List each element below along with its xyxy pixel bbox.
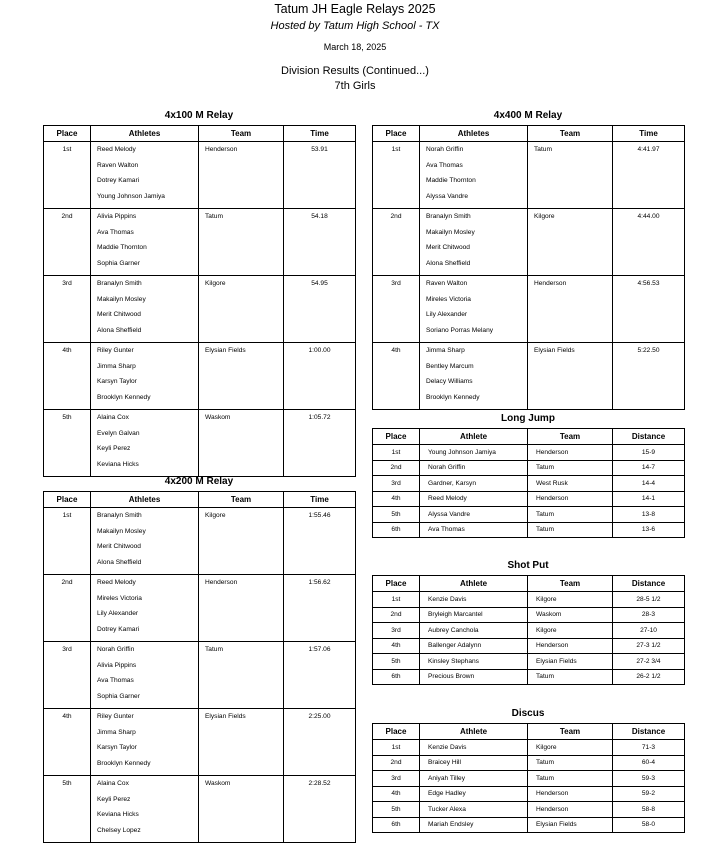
athlete-name: Makailyn Mosley	[426, 228, 475, 236]
distance-cell: 27-2 3/4	[613, 654, 685, 670]
athlete-name: Bentley Marcum	[426, 362, 474, 370]
table-row	[44, 709, 356, 776]
team-cell: Elysian Fields	[528, 817, 613, 833]
team-cell: West Rusk	[528, 476, 613, 492]
place-cell: 5th	[373, 654, 420, 670]
table-row	[44, 508, 356, 575]
athlete-name: Ava Thomas	[426, 161, 463, 169]
distance-cell: 28-3	[613, 607, 685, 623]
table-row	[44, 776, 356, 843]
team-cell: Waskom	[528, 607, 613, 623]
distance-cell: 58-0	[613, 817, 685, 833]
time-cell: 2:25.00	[308, 713, 331, 720]
col-header-place: Place	[373, 126, 420, 142]
athlete-name: Brooklyn Kennedy	[97, 759, 151, 767]
table-row	[373, 592, 685, 608]
relay200-table	[43, 491, 356, 843]
team-cell: Henderson	[199, 142, 284, 209]
athlete-name: Alivia Pippins	[97, 213, 137, 220]
table-row	[373, 507, 685, 523]
team-cell: Henderson	[528, 802, 613, 818]
time-cell: 54.95	[311, 280, 328, 287]
athlete-name: Alaina Cox	[97, 780, 129, 787]
place-cell: 2nd	[373, 607, 420, 623]
shotput-title: Shot Put	[507, 560, 549, 571]
col-header-athletes: Athletes	[420, 126, 528, 142]
distance-cell: 26-2 1/2	[613, 669, 685, 685]
distance-cell: 58-8	[613, 802, 685, 818]
athlete-name: Alona Sheffield	[97, 558, 142, 566]
athlete-cell: Ballenger Adalynn	[420, 638, 528, 654]
place-cell: 3rd	[373, 476, 420, 492]
athlete-name: Keyli Perez	[97, 795, 131, 803]
athlete-cell: Norah Griffin	[420, 460, 528, 476]
table-row	[44, 410, 356, 477]
place-cell: 5th	[373, 507, 420, 523]
athlete-name: Mireles Victoria	[426, 295, 471, 303]
athletes-cell	[91, 209, 199, 276]
athlete-name: Young Johnson Jamiya	[97, 192, 165, 200]
time-cell: 4:44.00	[637, 213, 660, 220]
place-cell: 3rd	[44, 642, 91, 709]
team-cell: Kilgore	[528, 592, 613, 608]
athletes-cell	[91, 410, 199, 477]
time-cell: 4:41.97	[637, 146, 660, 153]
team-cell: Kilgore	[199, 276, 284, 343]
athlete-name: Ava Thomas	[97, 228, 134, 236]
athlete-name: Dotrey Kamari	[97, 177, 140, 184]
time-cell: 1:00.00	[308, 347, 331, 354]
team-cell: Henderson	[528, 445, 613, 461]
table-row	[373, 522, 685, 538]
meet-date: March 18, 2025	[323, 42, 387, 52]
athlete-name: Maddie Thornton	[426, 177, 476, 184]
time-cell: 5:22.50	[637, 347, 660, 354]
athlete-cell: Alyssa Vandre	[420, 507, 528, 523]
team-cell: Henderson	[528, 786, 613, 802]
table-row	[373, 669, 685, 685]
table-row	[373, 786, 685, 802]
athlete-cell: Braicey Hill	[420, 755, 528, 771]
table-row	[373, 209, 685, 276]
table-row	[44, 142, 356, 209]
table-row	[373, 654, 685, 670]
athletes-cell	[420, 343, 528, 410]
athlete-name: Dotrey Kamari	[97, 625, 140, 633]
col-header-team: Team	[528, 126, 613, 142]
athlete-name: Maddie Thornton	[97, 244, 147, 251]
place-cell: 1st	[44, 142, 91, 209]
team-cell: Henderson	[199, 575, 284, 642]
discus-title: Discus	[511, 708, 545, 719]
team-cell: Tatum	[199, 642, 284, 709]
athlete-name: Makailyn Mosley	[97, 295, 146, 303]
table-row	[373, 142, 685, 209]
athletes-cell	[91, 343, 199, 410]
col-header-team: Team	[528, 576, 613, 592]
table-row	[373, 740, 685, 756]
group-heading: 7th Girls	[334, 80, 376, 92]
table-row	[44, 642, 356, 709]
col-header-time: Time	[284, 126, 356, 142]
distance-cell: 59-2	[613, 786, 685, 802]
col-header-team: Team	[528, 724, 613, 740]
athlete-name: Riley Gunter	[97, 713, 134, 720]
athlete-cell: Young Johnson Jamiya	[420, 445, 528, 461]
athletes-cell	[91, 276, 199, 343]
athlete-cell: Precious Brown	[420, 669, 528, 685]
col-header-athletes: Athletes	[91, 492, 199, 508]
athlete-name: Keviana Hicks	[97, 460, 139, 468]
place-cell: 3rd	[373, 623, 420, 639]
place-cell: 1st	[373, 740, 420, 756]
team-cell: Kilgore	[199, 508, 284, 575]
place-cell: 6th	[373, 817, 420, 833]
place-cell: 3rd	[373, 771, 420, 787]
table-row	[44, 276, 356, 343]
table-row	[373, 491, 685, 507]
place-cell: 4th	[373, 638, 420, 654]
athletes-cell	[91, 142, 199, 209]
athletes-cell	[91, 575, 199, 642]
athletes-cell	[91, 776, 199, 843]
col-header-distance: Distance	[613, 429, 685, 445]
relay100-table	[43, 125, 356, 477]
athlete-name: Lily Alexander	[97, 610, 139, 617]
athlete-name: Jimma Sharp	[426, 347, 465, 354]
table-row	[373, 817, 685, 833]
col-header-distance: Distance	[613, 576, 685, 592]
place-cell: 1st	[373, 445, 420, 461]
athlete-name: Chelsey Lopez	[97, 826, 141, 834]
longjump-table	[372, 428, 685, 538]
col-header-athlete: Athlete	[420, 724, 528, 740]
athlete-name: Raven Walton	[97, 161, 139, 169]
place-cell: 2nd	[373, 209, 420, 276]
athlete-cell: Kenzie Davis	[420, 592, 528, 608]
table-row	[373, 607, 685, 623]
athlete-name: Keviana Hicks	[97, 811, 139, 818]
athlete-name: Alivia Pippins	[97, 661, 137, 669]
division-heading: Division Results (Continued...)	[281, 65, 429, 77]
team-cell: Henderson	[528, 491, 613, 507]
athlete-name: Alona Sheffield	[426, 259, 471, 267]
team-cell: Tatum	[199, 209, 284, 276]
place-cell: 3rd	[44, 276, 91, 343]
col-header-place: Place	[373, 724, 420, 740]
shotput-table	[372, 575, 685, 685]
distance-cell: 27-3 1/2	[613, 638, 685, 654]
athletes-cell	[91, 642, 199, 709]
time-cell: 1:55.46	[308, 512, 331, 519]
athlete-name: Brooklyn Kennedy	[426, 393, 480, 401]
team-cell: Waskom	[199, 410, 284, 477]
athlete-name: Makailyn Mosley	[97, 527, 146, 535]
place-cell: 5th	[44, 776, 91, 843]
col-header-time: Time	[613, 126, 685, 142]
distance-cell: 59-3	[613, 771, 685, 787]
distance-cell: 27-10	[613, 623, 685, 639]
place-cell: 5th	[44, 410, 91, 477]
table-row	[44, 343, 356, 410]
team-cell: Kilgore	[528, 740, 613, 756]
table-row	[373, 476, 685, 492]
athlete-name: Karsyn Taylor	[97, 744, 137, 751]
table-row	[373, 623, 685, 639]
athlete-name: Norah Griffin	[97, 646, 135, 653]
host-subtitle: Hosted by Tatum High School - TX	[270, 20, 440, 32]
place-cell: 4th	[373, 491, 420, 507]
team-cell: Tatum	[528, 460, 613, 476]
athlete-name: Branalyn Smith	[97, 512, 142, 519]
table-row	[44, 209, 356, 276]
col-header-distance: Distance	[613, 724, 685, 740]
place-cell: 2nd	[44, 209, 91, 276]
col-header-place: Place	[373, 429, 420, 445]
col-header-team: Team	[199, 126, 284, 142]
time-cell: 2:28.52	[308, 780, 331, 787]
distance-cell: 28-5 1/2	[613, 592, 685, 608]
distance-cell: 71-3	[613, 740, 685, 756]
athlete-cell: Mariah Endsley	[420, 817, 528, 833]
place-cell: 4th	[373, 343, 420, 410]
table-row	[373, 343, 685, 410]
athlete-name: Ava Thomas	[97, 677, 134, 684]
athlete-cell: Kinsley Stephans	[420, 654, 528, 670]
time-cell: 54.18	[311, 213, 328, 220]
place-cell: 1st	[373, 592, 420, 608]
athlete-name: Delacy Williams	[426, 378, 473, 385]
longjump-title: Long Jump	[501, 413, 555, 424]
athlete-name: Branalyn Smith	[97, 280, 142, 287]
athletes-cell	[420, 209, 528, 276]
place-cell: 6th	[373, 669, 420, 685]
athlete-cell: Edge Hadley	[420, 786, 528, 802]
distance-cell: 14-7	[613, 460, 685, 476]
distance-cell: 13-6	[613, 522, 685, 538]
athlete-cell: Gardner, Karsyn	[420, 476, 528, 492]
place-cell: 4th	[44, 343, 91, 410]
athletes-cell	[91, 508, 199, 575]
team-cell: Tatum	[528, 142, 613, 209]
table-row	[373, 802, 685, 818]
time-cell: 53.91	[311, 146, 328, 153]
time-cell: 1:56.62	[308, 579, 331, 586]
col-header-athlete: Athlete	[420, 576, 528, 592]
table-row	[373, 276, 685, 343]
athlete-cell: Aubrey Canchola	[420, 623, 528, 639]
athlete-name: Norah Griffin	[426, 146, 464, 153]
relay400-table	[372, 125, 685, 410]
athlete-name: Mireles Victoria	[97, 594, 142, 602]
place-cell: 1st	[44, 508, 91, 575]
team-cell: Elysian Fields	[199, 709, 284, 776]
athlete-name: Merit Chitwood	[97, 311, 141, 318]
time-cell: 4:56.53	[637, 280, 660, 287]
relay400-title: 4x400 M Relay	[493, 110, 563, 121]
athletes-cell	[420, 276, 528, 343]
athlete-name: Merit Chitwood	[97, 543, 141, 550]
col-header-time: Time	[284, 492, 356, 508]
athlete-cell: Ava Thomas	[420, 522, 528, 538]
discus-table	[372, 723, 685, 833]
athlete-name: Branalyn Smith	[426, 213, 471, 220]
table-row	[44, 575, 356, 642]
athlete-name: Reed Melody	[97, 146, 136, 153]
place-cell: 2nd	[373, 755, 420, 771]
distance-cell: 14-4	[613, 476, 685, 492]
table-row	[373, 460, 685, 476]
distance-cell: 60-4	[613, 755, 685, 771]
place-cell: 1st	[373, 142, 420, 209]
team-cell: Tatum	[528, 669, 613, 685]
athlete-name: Sophia Garner	[97, 259, 140, 267]
athlete-name: Evelyn Galvan	[97, 429, 140, 437]
team-cell: Tatum	[528, 522, 613, 538]
athlete-name: Soriano Porras Melany	[426, 326, 494, 334]
athlete-cell: Bryleigh Marcantel	[420, 607, 528, 623]
distance-cell: 14-1	[613, 491, 685, 507]
place-cell: 3rd	[373, 276, 420, 343]
team-cell: Waskom	[199, 776, 284, 843]
team-cell: Tatum	[528, 755, 613, 771]
athlete-name: Alaina Cox	[97, 414, 129, 421]
team-cell: Tatum	[528, 507, 613, 523]
table-row	[373, 638, 685, 654]
athlete-name: Brooklyn Kennedy	[97, 393, 151, 401]
athlete-cell: Aniyah Tilley	[420, 771, 528, 787]
team-cell: Elysian Fields	[528, 654, 613, 670]
athlete-cell: Tucker Alexa	[420, 802, 528, 818]
team-cell: Tatum	[528, 771, 613, 787]
athlete-name: Jimma Sharp	[97, 728, 136, 736]
athlete-cell: Reed Melody	[420, 491, 528, 507]
time-cell: 1:57.06	[308, 646, 331, 653]
athlete-name: Alona Sheffield	[97, 326, 142, 334]
athlete-name: Alyssa Vandre	[426, 192, 469, 200]
relay100-title: 4x100 M Relay	[164, 110, 234, 121]
place-cell: 4th	[44, 709, 91, 776]
distance-cell: 15-9	[613, 445, 685, 461]
athlete-name: Keyli Perez	[97, 445, 131, 452]
table-row	[373, 755, 685, 771]
athletes-cell	[420, 142, 528, 209]
team-cell: Henderson	[528, 276, 613, 343]
athlete-name: Karsyn Taylor	[97, 378, 137, 385]
place-cell: 2nd	[44, 575, 91, 642]
table-row	[373, 771, 685, 787]
athlete-name: Riley Gunter	[97, 347, 134, 354]
athlete-name: Lily Alexander	[426, 311, 468, 318]
team-cell: Kilgore	[528, 209, 613, 276]
athlete-name: Sophia Garner	[97, 692, 140, 700]
team-cell: Henderson	[528, 638, 613, 654]
col-header-place: Place	[44, 492, 91, 508]
place-cell: 6th	[373, 522, 420, 538]
col-header-place: Place	[373, 576, 420, 592]
col-header-athlete: Athlete	[420, 429, 528, 445]
team-cell: Kilgore	[528, 623, 613, 639]
place-cell: 2nd	[373, 460, 420, 476]
col-header-place: Place	[44, 126, 91, 142]
athlete-name: Raven Walton	[426, 280, 468, 287]
athlete-name: Merit Chitwood	[426, 244, 470, 251]
table-row	[373, 445, 685, 461]
distance-cell: 13-8	[613, 507, 685, 523]
athletes-cell	[91, 709, 199, 776]
athlete-cell: Kenzie Davis	[420, 740, 528, 756]
page-title: Tatum JH Eagle Relays 2025	[274, 2, 436, 16]
col-header-team: Team	[528, 429, 613, 445]
col-header-athletes: Athletes	[91, 126, 199, 142]
team-cell: Elysian Fields	[199, 343, 284, 410]
athlete-name: Jimma Sharp	[97, 362, 136, 370]
athlete-name: Reed Melody	[97, 579, 136, 586]
team-cell: Elysian Fields	[528, 343, 613, 410]
relay200-title: 4x200 M Relay	[164, 476, 234, 487]
col-header-team: Team	[199, 492, 284, 508]
place-cell: 5th	[373, 802, 420, 818]
place-cell: 4th	[373, 786, 420, 802]
time-cell: 1:05.72	[308, 414, 331, 421]
